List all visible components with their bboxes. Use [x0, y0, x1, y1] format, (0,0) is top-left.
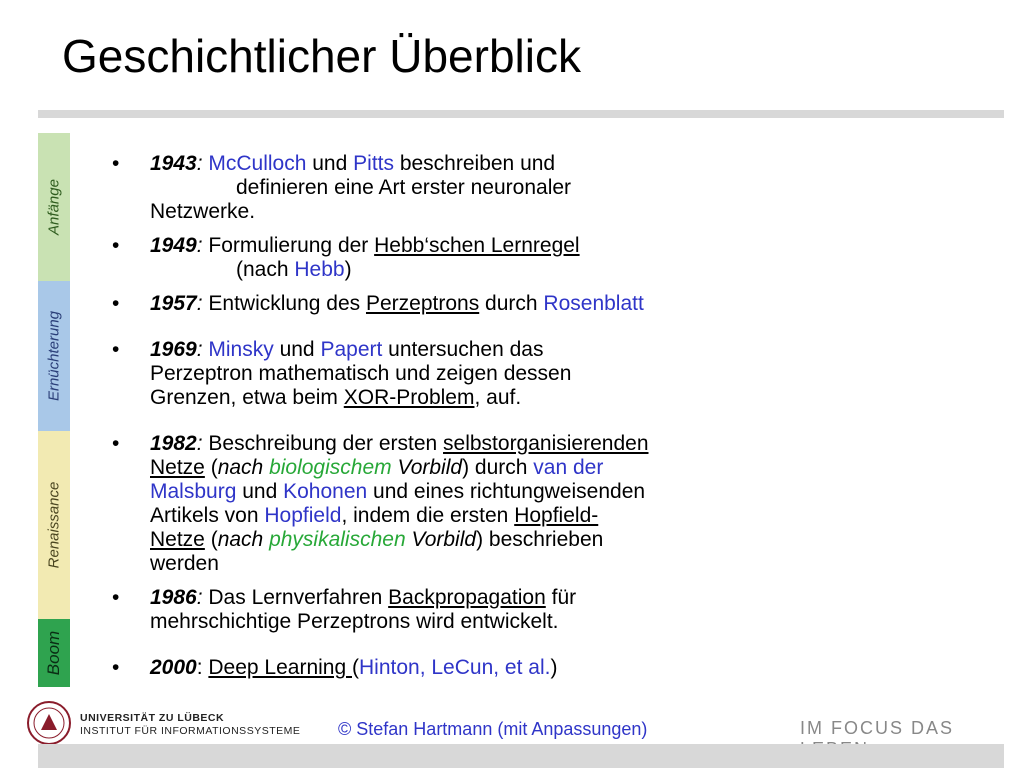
phase-boom — [38, 619, 70, 687]
list-item-1957: • 1957: Entwicklung des Perzeptrons durch Rosenblatt — [112, 292, 772, 316]
list-item-1986: • 1986: Das Lernverfahren Backpropagation für mehrschichtige Perzeptrons wird entwickelt. — [112, 586, 772, 634]
list-item-1982: • 1982: Beschreibung der ersten selbstorganisierenden Netze (nach biologischem Vorbild) durch van der Malsburg und Kohonen und eines richtungweisenden Artikels von Hopfield, indem die ersten Hopfield- Netze (nach physikalischen Vorbild) beschrieben werden — [112, 432, 772, 576]
phase-ernuechterung — [38, 281, 70, 431]
copyright-note: © Stefan Hartmann (mit Anpassungen) — [338, 719, 648, 739]
history-list — [112, 152, 772, 680]
phase-label: Ernüchterung — [45, 310, 63, 402]
phase-label: Renaissance — [45, 481, 63, 569]
footer-bar — [38, 744, 1004, 768]
phase-label: Boom — [44, 630, 63, 676]
university-line-2: INSTITUT FÜR INFORMATIONSSYSTEME — [80, 725, 301, 737]
phase-renaissance — [38, 431, 70, 619]
list-item-1969: • 1969: Minsky und Papert untersuchen das Perzeptron mathematisch und zeigen dessen Grenzen, etwa beim XOR-Problem, auf. — [112, 338, 772, 410]
university-line-1: UNIVERSITÄT ZU LÜBECK — [80, 712, 225, 724]
phase-label: Anfänge — [45, 179, 63, 235]
university-name — [80, 712, 300, 738]
list-item-1949: • 1949: Formulierung der Hebb‘schen Lernregel (nach Hebb) — [112, 234, 772, 282]
slide-title: Geschichtlicher Überblick — [62, 30, 581, 82]
university-seal-icon — [26, 700, 72, 746]
phase-sidebar — [38, 133, 70, 687]
phase-anfaenge — [38, 133, 70, 281]
list-item-2000: • 2000: Deep Learning (Hinton, LeCun, et al.) — [112, 656, 772, 680]
university-slogan: IM FOCUS DAS — [800, 718, 955, 738]
list-item-1943: • 1943: McCulloch und Pitts beschreiben und definieren eine Art erster neuronaler Netzwerke. — [112, 152, 772, 224]
title-divider — [38, 110, 1004, 118]
